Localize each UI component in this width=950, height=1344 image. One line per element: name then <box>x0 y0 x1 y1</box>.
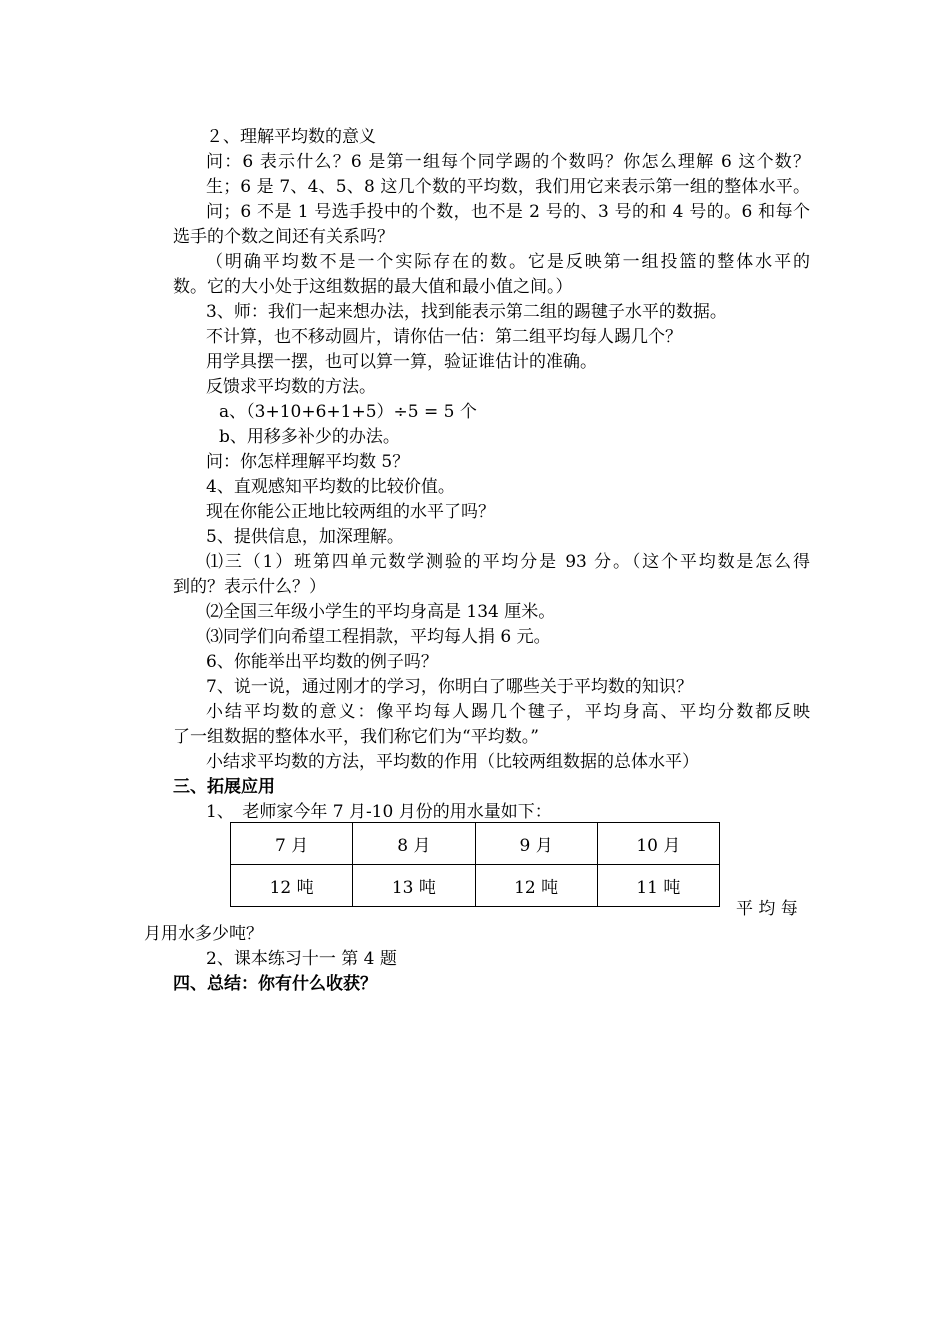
paragraph-line: ⑵全国三年级小学生的平均身高是 134 厘米。 <box>206 602 556 622</box>
section-heading-summary: 四、总结：你有什么收获？ <box>173 974 377 994</box>
paragraph-line: 了一组数据的整体水平，我们称它们为“平均数。” <box>173 727 539 747</box>
paragraph-line: 现在你能公正地比较两组的水平了吗？ <box>206 502 495 522</box>
paragraph-line: 数。它的大小处于这组数据的最大值和最小值之间。） <box>173 277 573 297</box>
water-usage-table <box>230 822 720 907</box>
formula-line: a、（3+10+6+1+5）÷5 = 5 个 <box>219 402 477 422</box>
table-header-cell: 8 月 <box>353 823 475 865</box>
table-cell: 13 吨 <box>353 865 475 907</box>
table-header-cell: 10 月 <box>597 823 719 865</box>
paragraph-line: （明确平均数不是一个实际存在的数。它是反映第一组投篮的整体水平的 <box>206 252 810 272</box>
paragraph-line: 不计算，也不移动圆片，请你估一估：第二组平均每人踢几个？ <box>206 327 682 347</box>
exercise-item-2: 2、课本练习十一 第 4 题 <box>206 949 397 969</box>
table-cell: 12 吨 <box>475 865 597 907</box>
paragraph-line: 生；6 是 7、4、5、8 这几个数的平均数，我们用它来表示第一组的整体水平。 <box>206 177 810 197</box>
table-header-row <box>231 823 720 865</box>
paragraph-line: 用学具摆一摆，也可以算一算，验证谁估计的准确。 <box>206 352 597 372</box>
table-header-cell: 9 月 <box>475 823 597 865</box>
paragraph-line: 问：6 表示什么？6 是第一组每个同学踢的个数吗？你怎么理解 6 这个数？ <box>206 152 810 172</box>
paragraph-line: ⑴三（1）班第四单元数学测验的平均分是 93 分。（这个平均数是怎么得 <box>206 552 810 572</box>
paragraph-line: b、用移多补少的办法。 <box>219 427 400 447</box>
exercise-item-1: 1、 老师家今年 7 月-10 月份的用水量如下： <box>206 802 552 822</box>
paragraph-line: 到的？表示什么？） <box>173 577 326 597</box>
paragraph-line: 小结求平均数的方法，平均数的作用（比较两组数据的总体水平） <box>206 752 699 772</box>
paragraph-line: 6、你能举出平均数的例子吗？ <box>206 652 438 672</box>
paragraph-line: 5、提供信息，加深理解。 <box>206 527 404 547</box>
paragraph-line: ⑶同学们向希望工程捐款，平均每人捐 6 元。 <box>206 627 551 647</box>
table-cell: 12 吨 <box>231 865 353 907</box>
subheading-understanding: ２、理解平均数的意义 <box>206 127 376 147</box>
paragraph-line: 3、师：我们一起来想办法，找到能表示第二组的踢毽子水平的数据。 <box>206 302 727 322</box>
question-text-continued: 月用水多少吨？ <box>144 924 263 944</box>
paragraph-line: 小结平均数的意义：像平均每人踢几个毽子，平均身高、平均分数都反映 <box>206 702 810 722</box>
paragraph-line: 问；6 不是 1 号选手投中的个数，也不是 2 号的、3 号的和 4 号的。6 和每个 <box>206 202 810 222</box>
section-heading-extension: 三、拓展应用 <box>173 777 275 797</box>
question-text: 平 均 每 <box>736 899 798 919</box>
table-row <box>231 865 720 907</box>
paragraph-line: 4、直观感知平均数的比较价值。 <box>206 477 455 497</box>
table-cell: 11 吨 <box>597 865 719 907</box>
paragraph-line: 7、说一说，通过刚才的学习，你明白了哪些关于平均数的知识？ <box>206 677 693 697</box>
paragraph-line: 问：你怎样理解平均数 5？ <box>206 452 410 472</box>
paragraph-line: 反馈求平均数的方法。 <box>206 377 376 397</box>
table-header-cell: 7 月 <box>231 823 353 865</box>
paragraph-line: 选手的个数之间还有关系吗？ <box>173 227 394 247</box>
